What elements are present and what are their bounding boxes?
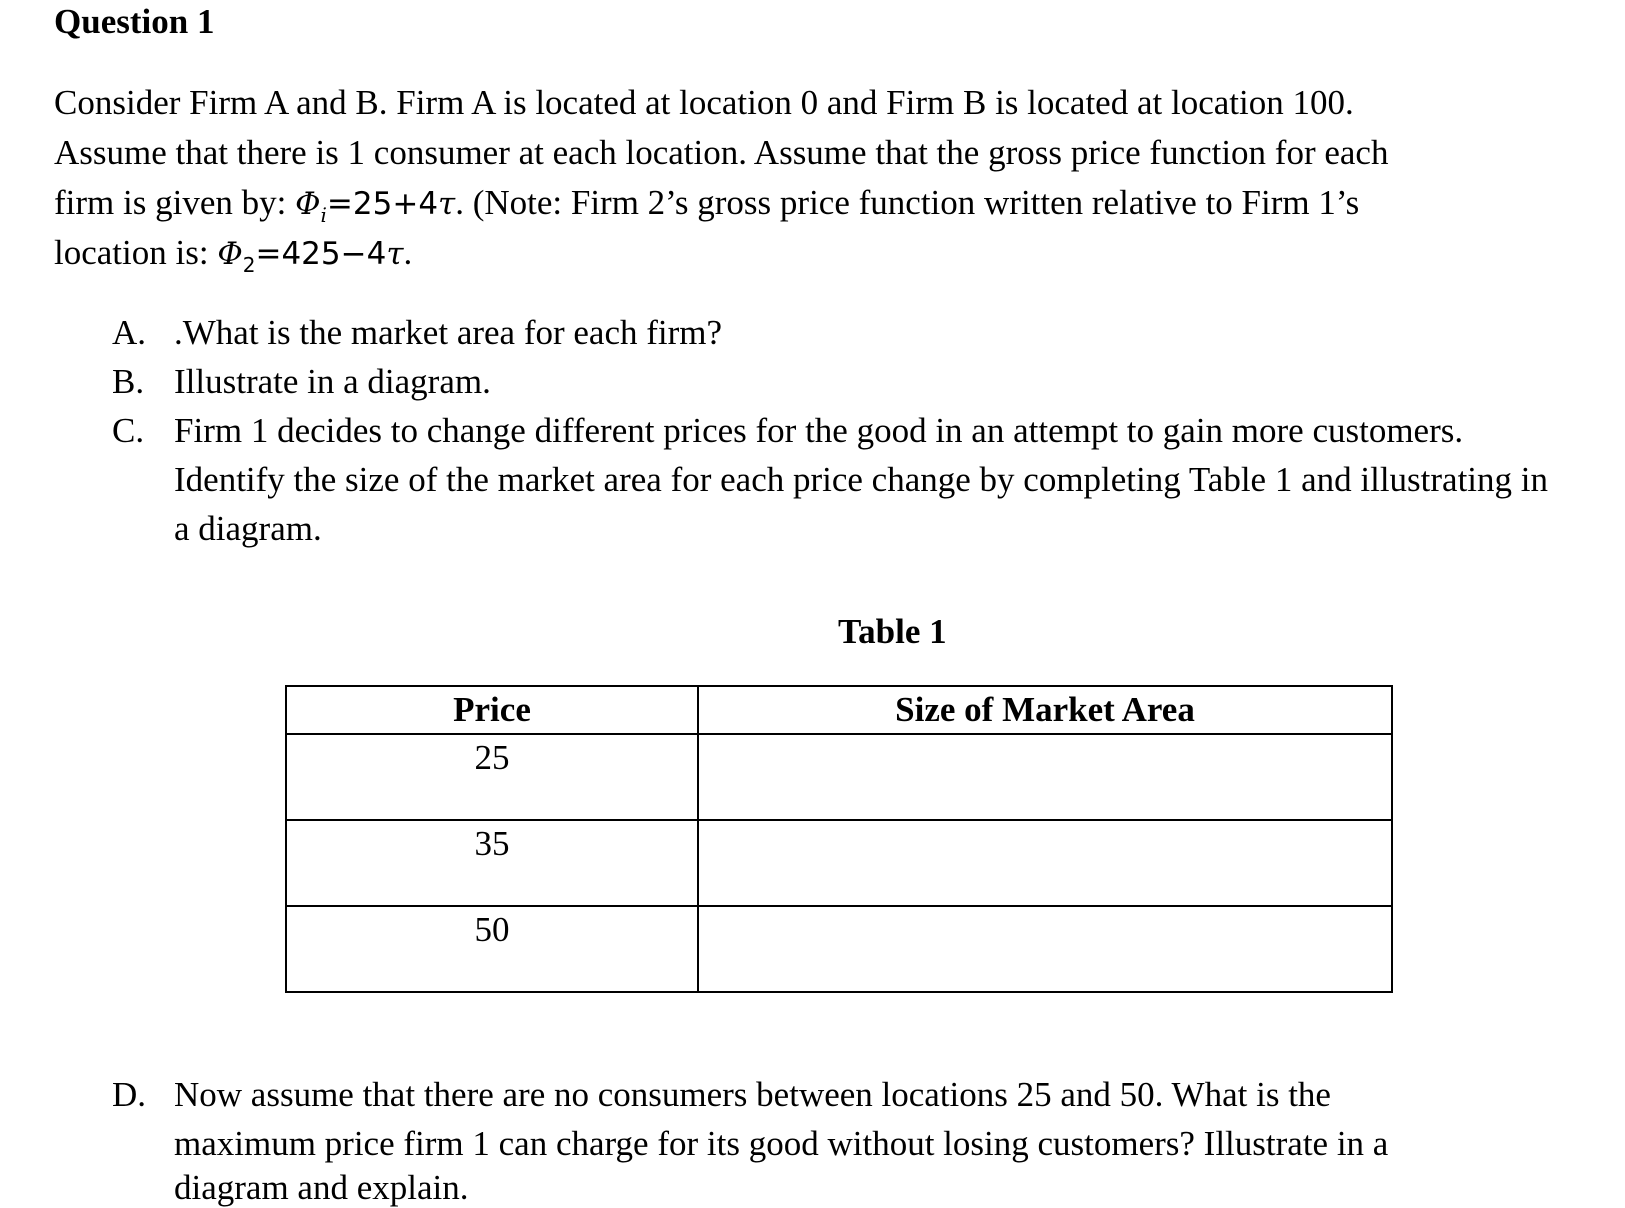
phi-symbol: Φ	[295, 186, 321, 222]
tau-symbol: τ	[438, 186, 456, 222]
question-text: .What is the market area for each firm?	[174, 313, 723, 352]
table-row	[286, 820, 1392, 906]
market-area-table	[285, 685, 1393, 993]
gross-price-formula	[295, 186, 456, 227]
question-letter: D.	[112, 1075, 147, 1114]
question-item-a	[112, 308, 1572, 357]
question-item-d	[112, 1070, 1592, 1119]
intro-line-3	[54, 178, 1614, 228]
intro-line-3-text: firm is given by:	[54, 183, 296, 222]
price-column-header: Price	[286, 686, 698, 734]
question-letter: A.	[112, 313, 147, 352]
intro-line-4	[54, 228, 1614, 278]
table-row	[286, 734, 1392, 820]
intro-paragraph	[54, 78, 1614, 278]
question-d-line-1: Now assume that there are no consumers between locations 25 and 50. What is the	[174, 1075, 1331, 1114]
price-cell: 35	[286, 820, 698, 906]
table-caption: Table 1	[838, 612, 947, 651]
question-item-c	[112, 406, 1572, 553]
phi-subscript: 2	[242, 253, 256, 277]
question-text: Firm 1 decides to change different prices for the good in an attempt to gain more customers. Identify the size of the market area for each price change by completing Table 1 and illustrating in a diagram.	[174, 411, 1549, 548]
market-area-cell[interactable]	[698, 820, 1392, 906]
price-cell: 50	[286, 906, 698, 992]
intro-line-2: Assume that there is 1 consumer at each location. Assume that the gross price function for each	[54, 133, 1389, 172]
question-text: Illustrate in a diagram.	[174, 362, 491, 401]
question-d-line-2: maximum price firm 1 can charge for its good without losing customers? Illustrate in a	[174, 1124, 1389, 1163]
phi-symbol: Φ	[217, 236, 243, 272]
question-heading: Question 1	[54, 2, 215, 41]
market-area-cell[interactable]	[698, 734, 1392, 820]
phi-subscript: i	[320, 203, 327, 227]
formula-period: .	[403, 233, 413, 272]
question-d-line-3: diagram and explain.	[174, 1168, 469, 1207]
formula-equation: =25+4	[326, 186, 439, 222]
intro-line-4-text: location is:	[54, 233, 218, 272]
market-area-cell[interactable]	[698, 906, 1392, 992]
question-item-b	[112, 357, 1572, 406]
intro-line-3-note: . (Note: Firm 2’s gross price function written relative to Firm 1’s	[455, 183, 1360, 222]
table-row	[286, 906, 1392, 992]
intro-line-1: Consider Firm A and B. Firm A is located at location 0 and Firm B is located at location 100.	[54, 83, 1354, 122]
market-area-column-header: Size of Market Area	[698, 686, 1392, 734]
question-list	[112, 308, 1572, 553]
table-header-row	[286, 686, 1392, 734]
formula-equation: =425−4	[255, 236, 387, 272]
firm2-price-formula	[217, 236, 404, 277]
tau-symbol: τ	[386, 236, 404, 272]
question-letter: C.	[112, 411, 145, 450]
question-letter: B.	[112, 362, 145, 401]
price-cell: 25	[286, 734, 698, 820]
